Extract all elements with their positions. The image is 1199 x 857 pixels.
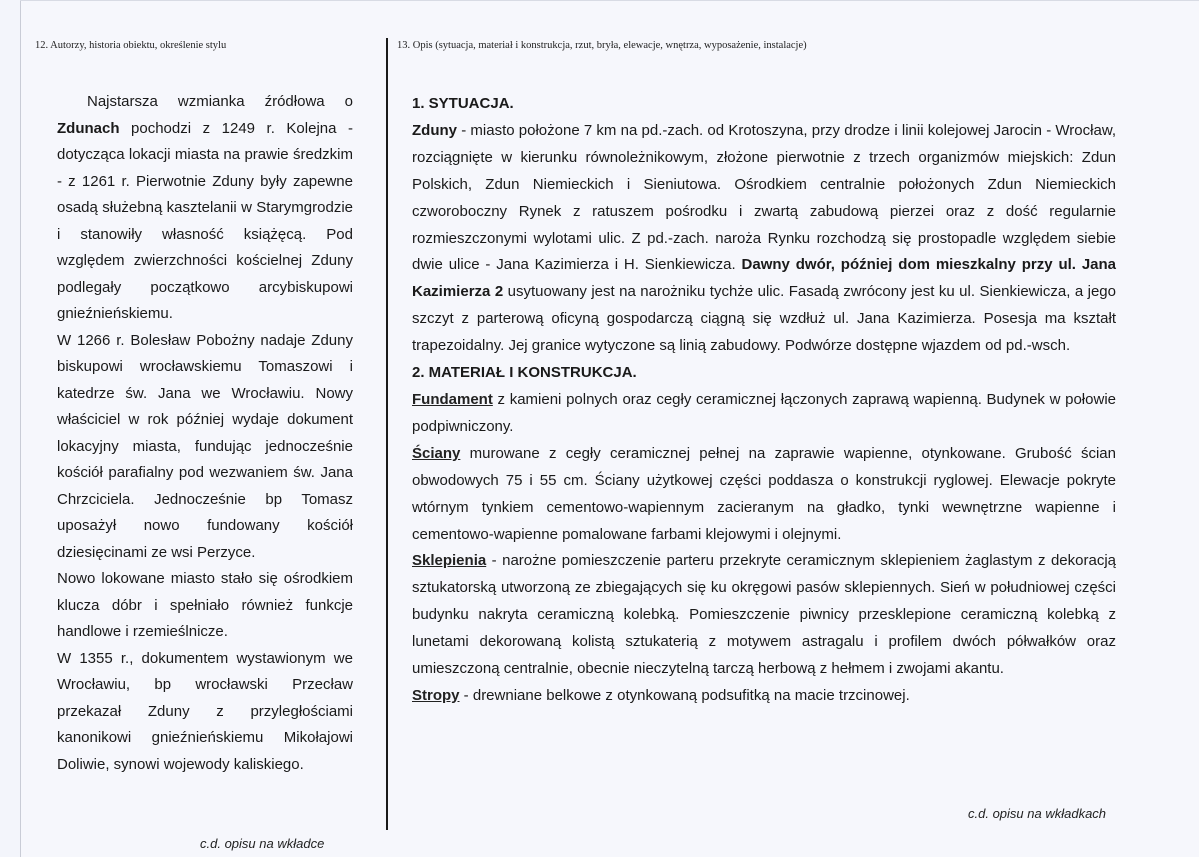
left-column-header: 12. Autorzy, historia obiektu, określenie stylu: [35, 40, 227, 51]
history-p1-bold: Zdunach: [57, 119, 120, 137]
walls-label: Ściany: [412, 444, 461, 462]
history-paragraph-1: [57, 89, 353, 328]
foundation-text: z kamieni polnych oraz cegły ceramicznej łączonych zaprawą wapienną. Budynek w połowie podpiwniczony.: [412, 390, 1116, 435]
right-continuation-note: c.d. opisu na wkładkach: [968, 806, 1107, 821]
situation-text-2: usytuowany jest na narożniku tychże ulic. Fasadą zwrócony jest ku ul. Sienkiewicza, a jego szczyt z parterową oficyną gospodarczą ciągną się wzdłuż ul. Jana Kazimierza. Posesja ma kształt trapezoidalny. Jej granice wytyczone są linią zabudowy. Podwórze dostępne wjazdem od pd.-wsch.: [412, 283, 1116, 355]
history-text: [57, 89, 353, 778]
walls-paragraph: [412, 441, 1116, 549]
situation-bold-town: Zduny: [412, 121, 457, 139]
history-paragraph-3: Nowo lokowane miasto stało się ośrodkiem klucza dóbr i spełniało również funkcje handlowe i rzemieślnicze.: [57, 570, 353, 640]
foundation-paragraph: [412, 387, 1116, 441]
section-heading-material: 2. MATERIAŁ I KONSTRUKCJA.: [412, 364, 637, 382]
right-column-header: 13. Opis (sytuacja, materiał i konstrukcja, rzut, bryła, elewacje, wnętrza, wyposażenie, instalacje): [397, 40, 807, 51]
column-divider: [386, 38, 388, 830]
ceilings-paragraph: [412, 683, 1116, 710]
ceilings-text: - drewniane belkowe z otynkowaną podsufitką na macie trzcinowej.: [459, 686, 910, 704]
history-paragraph-2: W 1266 r. Bolesław Pobożny nadaje Zduny biskupowi wrocławskiemu Tomaszowi i katedrze św. Jana we Wrocławiu. Nowy właściciel w rok później wydaje dokument lokacyjny miasta, fundując jednocześnie kościół parafialny pod wezwaniem św. Jana Chrzciciela. Jednocześnie bp Tomasz uposażył nowo fundowany kościół dziesięcinami ze wsi Perzyce.: [57, 331, 353, 561]
situation-text-1: - miasto położone 7 km na pd.-zach. od Krotoszyna, przy drodze i linii kolejowej Jarocin - Wrocław, rozciągnięte w kierunku równoleżnikowym, złożone pierwotnie z trzech organizmów miejskich: Zdun Polskich, Zdun Niemieckich i Sieniutowa. Ośrodkiem centralnie położonych Zdun Niemieckich czworoboczny Rynek z ratuszem pośrodku i zwartą zabudową pierzei oraz z dość regularnie rozmieszczonymi wylotami ulic. Z pd.-zach. naroża Rynku rozchodzą się prostopadle względem siebie dwie ulice - Jana Kazimierza i H. Sienkiewicza.: [412, 121, 1116, 274]
foundation-label: Fundament: [412, 390, 493, 408]
vaults-label: Sklepienia: [412, 552, 487, 570]
history-paragraph-4: W 1355 r., dokumentem wystawionym we Wrocławiu, bp wrocławski Przecław przekazał Zduny z przyległościami kanonikowi gnieźnieńskiemu Mikołajowi Doliwie, synowi wojewody kaliskiego.: [57, 649, 353, 773]
left-continuation-note: c.d. opisu na wkładce: [200, 836, 325, 851]
history-p1-start: Najstarsza wzmianka źródłowa o: [87, 93, 353, 110]
section-heading-situation: 1. SYTUACJA.: [412, 95, 514, 112]
top-edge: [20, 0, 1199, 1]
vaults-paragraph: [412, 548, 1116, 683]
situation-paragraph: [412, 118, 1116, 360]
situation-bold-building: Dawny dwór, później dom mieszkalny przy ul. Jana Kazimierza 2: [412, 256, 1117, 301]
ceilings-label: Stropy: [412, 686, 460, 704]
history-p1-rest: pochodzi z 1249 r. Kolejna - dotycząca lokacji miasta na prawie średzkim - z 1261 r. Pierwotnie Zduny były zapewne osadą służebną kasztelanii w Starymgrodzie i stanowiły własność książęcą. Pod względem zwierzchności kościelnej Zduny podlegały początkowo arcybiskupowi gnieźnieńskiemu.: [57, 119, 353, 322]
description-text: [412, 91, 1116, 710]
walls-text: murowane z cegły ceramicznej pełnej na zaprawie wapienne, otynkowane. Grubość ścian obwodowych 75 i 55 cm. Ściany użytkowej części poddasza o konstrukcji ryglowej. Elewacje pokryte wtórnym tynkiem cementowo-wapiennym zacieranym na gładko, tynki wewnętrzne wapienne i cementowo-wapienne pomalowane farbami klejowymi i olejnymi.: [412, 444, 1116, 543]
vaults-text: - narożne pomieszczenie parteru przekryte ceramicznym sklepieniem żaglastym z dekoracją sztukatorską utworzoną ze zbiegających się ku okręgowi pasów sklepiennych. Sień w południowej części budynku nakryta ceramiczną kolebką. Pomieszczenie piwnicy przesklepione ceramiczną kolebką z lunetami dekorowaną kolistą sztukaterią z motywem astragalu i profilem dwóch półwałków oraz umieszczoną centralnie, obecnie nieczytelną tarczą herbową z hełmem i zwojami akantu.: [412, 552, 1116, 678]
